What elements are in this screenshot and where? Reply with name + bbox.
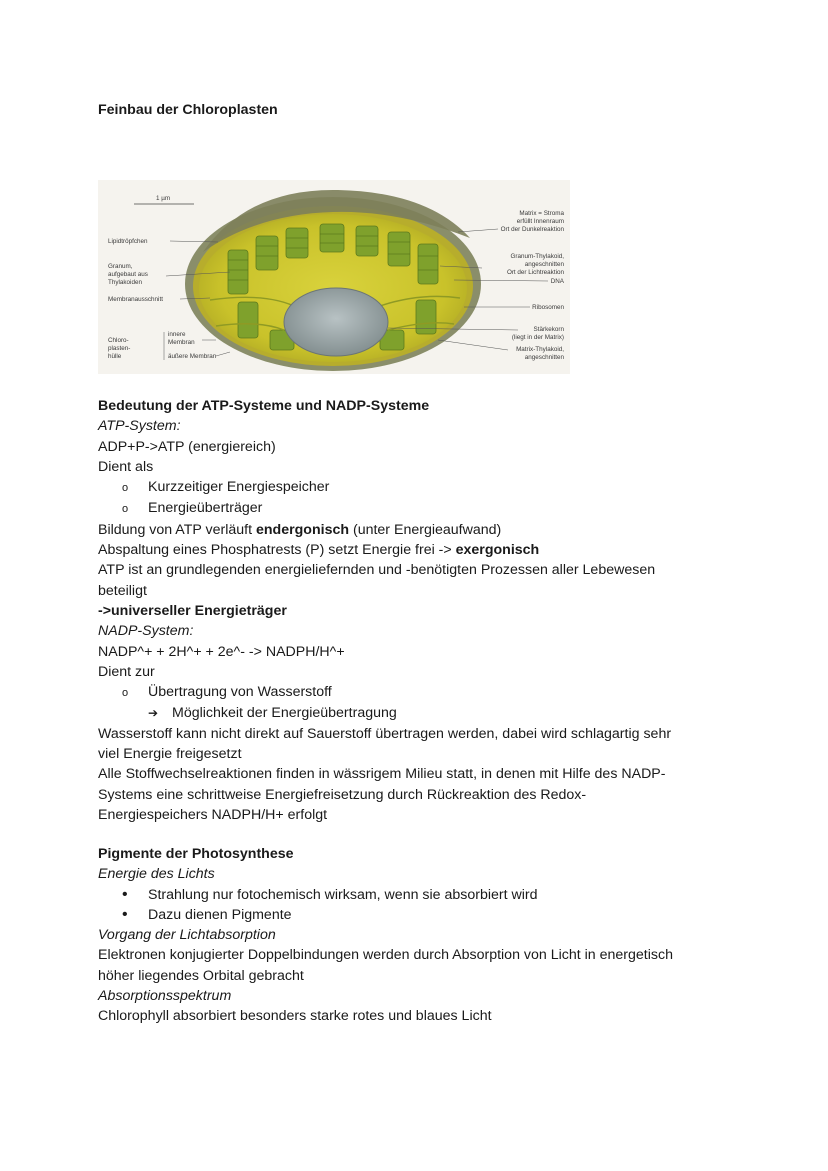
list-item: [98, 682, 738, 703]
list-item: [98, 498, 738, 519]
list-item-text: Strahlung nur fotochemisch wirksam, wenn sie absorbiert wird: [148, 886, 538, 903]
section-pigments: [98, 844, 738, 1027]
label-matrix-1: Matrix = Stroma: [519, 210, 564, 217]
list-item-text: Kurzzeitiger Energiespeicher: [148, 479, 330, 496]
bildung-text: Bildung von ATP verläuft: [98, 521, 256, 538]
metabolism-line: Alle Stoffwechselreaktionen finden in wässrigem Milieu statt, in denen mit Hilfe des NADP-: [98, 766, 666, 783]
metabolism-line: Systems eine schrittweise Energiefreisetzung durch Rückreaktion des Redox-: [98, 786, 587, 803]
page-title: Feinbau der Chloroplasten: [98, 102, 278, 118]
label-starch-1: Stärkekorn: [533, 326, 564, 333]
section-heading: Pigmente der Photosynthese: [98, 846, 294, 862]
list-item-text: Übertragung von Wasserstoff: [148, 684, 332, 701]
scale-label: 1 µm: [156, 195, 171, 202]
chloroplast-diagram: [98, 180, 570, 374]
bildung-emphasis: endergonisch: [256, 521, 350, 538]
section-atp-nadp: [98, 396, 738, 825]
circle-bullet-icon: o: [122, 687, 129, 700]
bildung-note: (unter Energieaufwand): [349, 521, 502, 538]
chloroplast-figure: [98, 180, 570, 374]
starch-grain: [284, 288, 388, 356]
label-lipid: Lipidtröpfchen: [108, 238, 148, 245]
list-item: [98, 905, 738, 925]
electrons-line: Elektronen konjugierter Doppelbindungen werden durch Absorption von Licht in energetisch: [98, 947, 673, 964]
bullet-icon: •: [122, 905, 128, 923]
list-item: [98, 885, 738, 905]
nadp-formula: NADP^+ + 2H^+ + 2e^- -> NADPH/H^+: [98, 643, 345, 660]
hydrogen-line: viel Energie freigesetzt: [98, 746, 242, 763]
list-item: [98, 477, 738, 498]
section-heading: Bedeutung der ATP-Systeme und NADP-Systeme: [98, 398, 430, 414]
abspaltung-emphasis: exergonisch: [455, 542, 540, 559]
label-dna: DNA: [550, 278, 564, 285]
energy-label: Energie des Lichts: [98, 866, 215, 883]
label-inner-2: Membran: [168, 339, 195, 346]
arrow-item-text: Möglichkeit der Energieübertragung: [172, 705, 397, 722]
label-matrix-thylakoid-1: Matrix-Thylakoid,: [516, 346, 564, 353]
atp-formula: ADP+P->ATP (energiereich): [98, 438, 276, 455]
serves-as: Dient als: [98, 458, 154, 475]
label-matrix-2: erfüllt Innenraum: [516, 218, 564, 225]
chlorophyll-line: Chlorophyll absorbiert besonders starke rotes und blaues Licht: [98, 1008, 492, 1025]
abspaltung-text: Abspaltung eines Phosphatrests (P) setzt Energie frei ->: [98, 542, 456, 559]
arrow-right-icon: ➔: [148, 706, 159, 721]
label-envelope-2: plasten-: [108, 345, 131, 352]
spectrum-label: Absorptionsspektrum: [98, 988, 232, 1005]
label-granum-1: Granum,: [108, 263, 133, 270]
bildung-line: [98, 520, 738, 540]
label-ribosomes: Ribosomen: [532, 304, 564, 311]
label-membrane-section: Membranausschnitt: [108, 296, 163, 303]
universal-carrier: ->universeller Energieträger: [98, 602, 287, 619]
atp-text-line: ATP ist an grundlegenden energieliefernden und -benötigten Prozessen aller Lebewesen: [98, 562, 656, 579]
arrow-list-item: [98, 703, 738, 723]
nadp-system-label: NADP-System:: [98, 623, 194, 640]
label-envelope-1: Chloro-: [108, 337, 129, 344]
electrons-line: höher liegendes Orbital gebracht: [98, 967, 304, 984]
label-envelope-3: hülle: [108, 353, 122, 360]
abspaltung-line: [98, 540, 738, 560]
atp-text-line: beteiligt: [98, 582, 147, 599]
list-item-text: Energieüberträger: [148, 500, 263, 517]
label-inner-1: innere: [168, 331, 186, 338]
label-matrix-thylakoid-2: angeschnitten: [524, 354, 564, 361]
circle-bullet-icon: o: [122, 482, 129, 495]
label-granum-3: Thylakoiden: [108, 279, 142, 286]
serves-for: Dient zur: [98, 663, 155, 680]
label-outer: äußere Membran: [168, 353, 217, 360]
label-granum-thylakoid-1: Granum-Thylakoid,: [510, 253, 564, 260]
absorption-label: Vorgang der Lichtabsorption: [98, 927, 276, 944]
label-granum-2: aufgebaut aus: [108, 271, 148, 278]
atp-system-label: ATP-System:: [98, 418, 181, 435]
bullet-icon: •: [122, 885, 128, 903]
label-matrix-3: Ort der Dunkelreaktion: [500, 226, 564, 233]
list-item-text: Dazu dienen Pigmente: [148, 906, 292, 923]
hydrogen-line: Wasserstoff kann nicht direkt auf Sauerstoff übertragen werden, dabei wird schlagartig sehr: [98, 725, 672, 742]
label-granum-thylakoid-3: Ort der Lichtreaktion: [506, 269, 564, 276]
label-starch-2: (liegt in der Matrix): [511, 334, 564, 341]
circle-bullet-icon: o: [122, 503, 129, 516]
label-granum-thylakoid-2: angeschnitten: [524, 261, 564, 268]
metabolism-line: Energiespeichers NADPH/H+ erfolgt: [98, 806, 328, 823]
